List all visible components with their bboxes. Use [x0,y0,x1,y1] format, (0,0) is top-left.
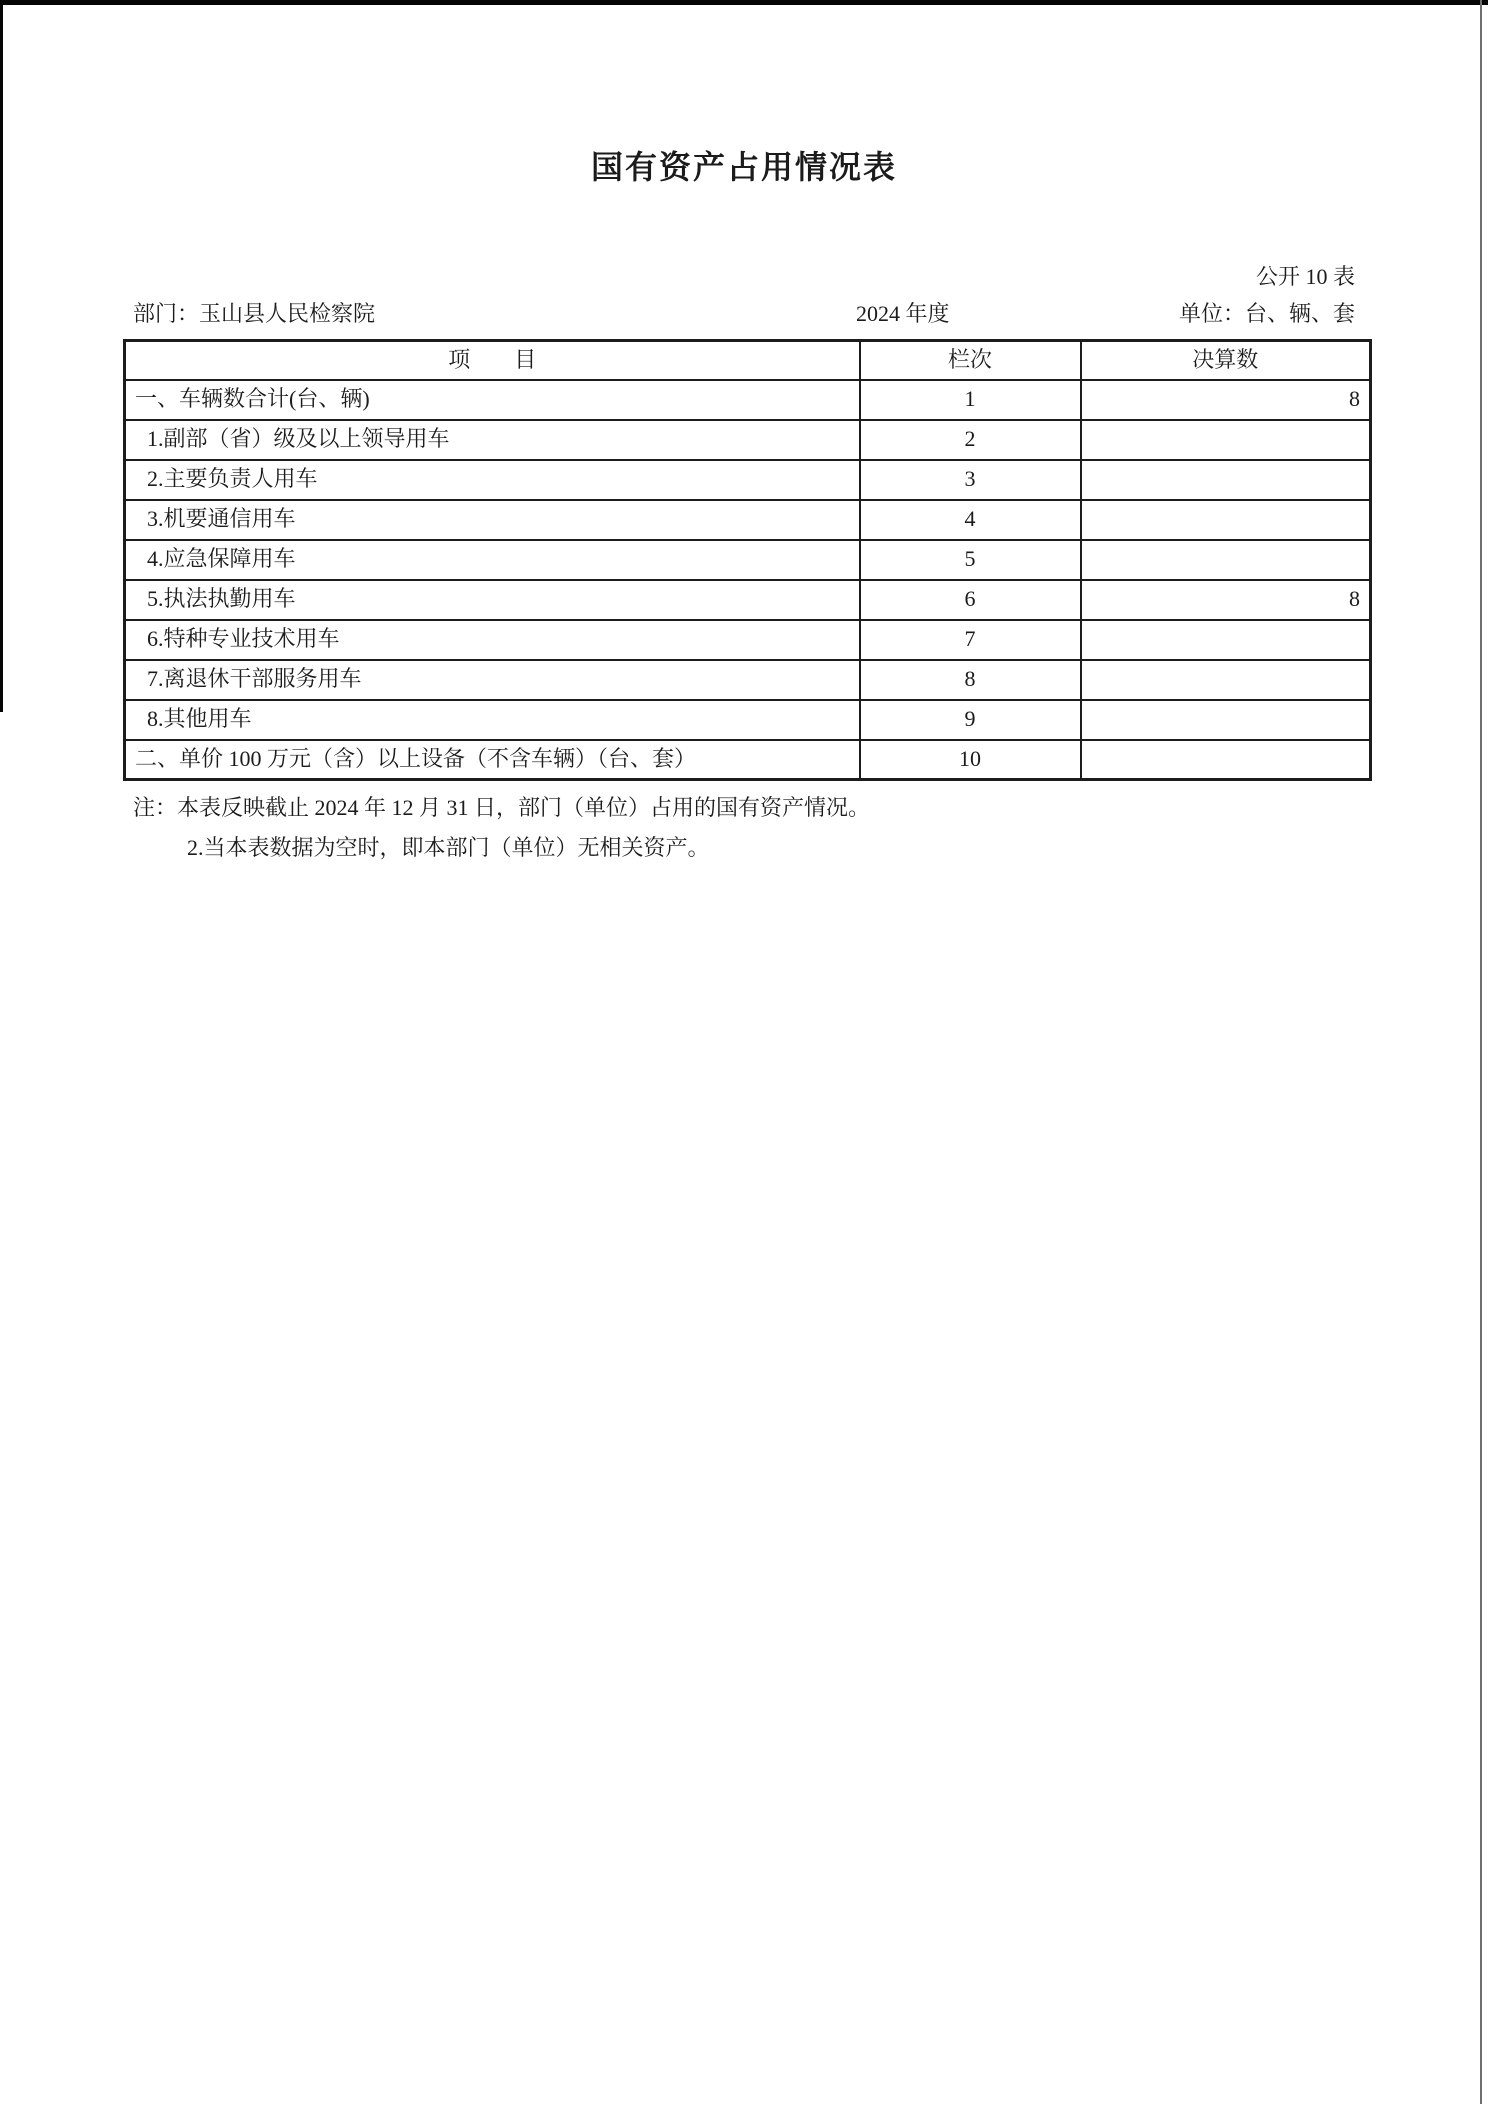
item-cell: 3.机要通信用车 [125,500,860,540]
state-assets-table [123,339,1372,781]
table-row [125,540,1371,580]
header-column-no: 栏次 [860,341,1081,380]
item-cell: 2.主要负责人用车 [125,460,860,500]
table-row [125,420,1371,460]
item-cell: 7.离退休干部服务用车 [125,660,860,700]
table-header-row [125,341,1371,380]
column-no-cell: 3 [860,460,1081,500]
open-table-number-label: 公开 10 表 [1255,264,1355,289]
table-row [125,500,1371,540]
column-no-cell: 2 [860,420,1081,460]
table-row [125,580,1371,620]
value-cell [1081,740,1371,780]
note-line-1: 注：本表反映截止 2024 年 12 月 31 日，部门（单位）占用的国有资产情况。 [133,795,871,820]
value-cell [1081,540,1371,580]
table-row [125,380,1371,420]
scan-edge-top [0,0,1488,5]
column-no-cell: 9 [860,700,1081,740]
table-row [125,740,1371,780]
value-cell [1081,660,1371,700]
item-cell: 1.副部（省）级及以上领导用车 [125,420,860,460]
item-cell: 二、单价 100 万元（含）以上设备（不含车辆）（台、套） [125,740,860,780]
column-no-cell: 6 [860,580,1081,620]
item-cell: 8.其他用车 [125,700,860,740]
column-no-cell: 5 [860,540,1081,580]
value-cell [1081,700,1371,740]
value-cell [1081,460,1371,500]
value-cell: 8 [1081,380,1371,420]
column-no-cell: 10 [860,740,1081,780]
table-row [125,620,1371,660]
scan-edge-right [1480,0,1482,2104]
item-cell: 6.特种专业技术用车 [125,620,860,660]
table-row [125,460,1371,500]
column-no-cell: 1 [860,380,1081,420]
value-cell [1081,620,1371,660]
item-cell: 4.应急保障用车 [125,540,860,580]
column-no-cell: 4 [860,500,1081,540]
page-title: 国有资产占用情况表 [590,149,897,185]
item-cell: 5.执法执勤用车 [125,580,860,620]
column-no-cell: 7 [860,620,1081,660]
table-row [125,660,1371,700]
header-item: 项 目 [125,341,860,380]
department-label: 部门：玉山县人民检察院 [133,301,376,326]
value-cell: 8 [1081,580,1371,620]
fiscal-year-label: 2024 年度 [856,301,950,326]
item-cell: 一、车辆数合计(台、辆) [125,380,860,420]
scan-edge-left [0,0,3,712]
header-value: 决算数 [1081,341,1371,380]
column-no-cell: 8 [860,660,1081,700]
value-cell [1081,420,1371,460]
value-cell [1081,500,1371,540]
table-row [125,700,1371,740]
unit-label: 单位：台、辆、套 [1178,301,1355,326]
note-line-2: 2.当本表数据为空时，即本部门（单位）无相关资产。 [187,835,710,860]
